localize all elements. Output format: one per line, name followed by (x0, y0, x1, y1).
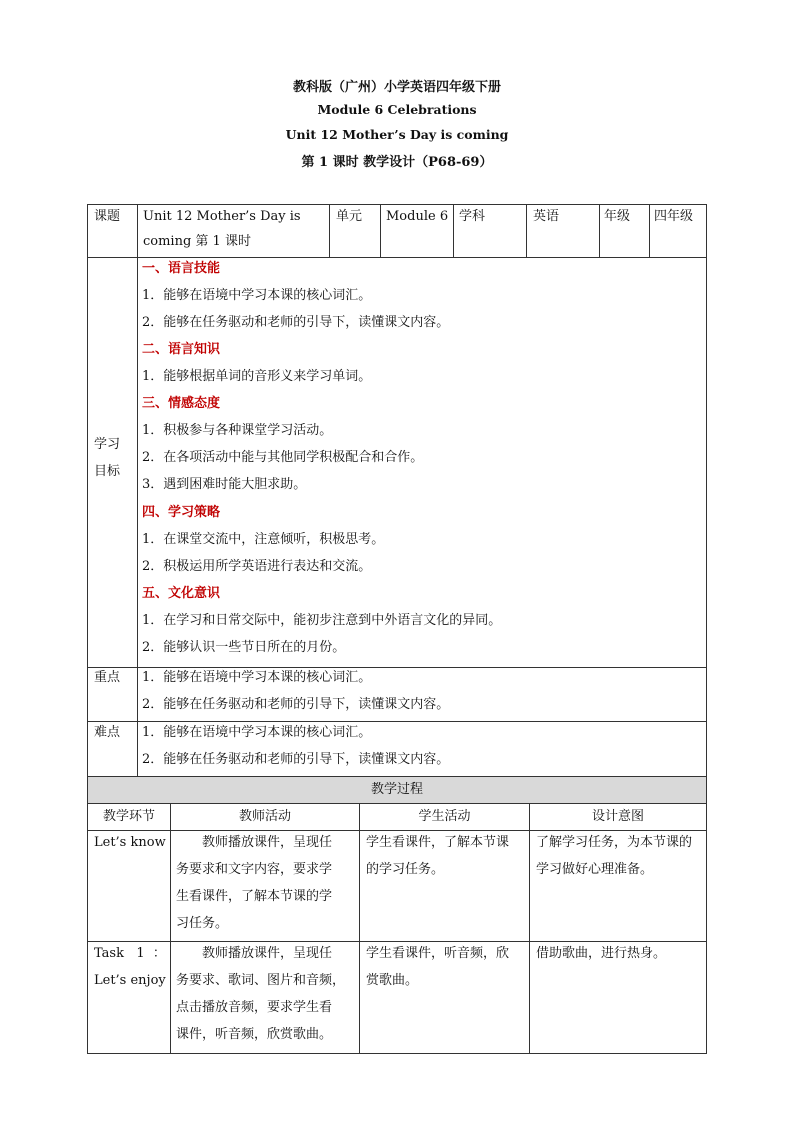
objective-item: 2．能够认识一些节日所在的月份。 (142, 640, 346, 655)
grade-label: 年级 (604, 209, 631, 224)
teacher-cell: 教师播放课件，呈现任 (202, 835, 333, 850)
intent-cell: 学习做好心理准备。 (536, 862, 654, 877)
teacher-cell: 务要求、歌词、图片和音频， (176, 973, 346, 988)
objective-section-head: 四、学习策略 (142, 505, 221, 520)
key-point-item: 2．能够在任务驱动和老师的引导下，读懂课文内容。 (142, 697, 450, 712)
key-point-item: 1．能够在语境中学习本课的核心词汇。 (142, 670, 372, 685)
teacher-cell: 点击播放音频，要求学生看 (176, 1000, 333, 1015)
doc-title: 教科版（广州）小学英语四年级下册 (292, 80, 501, 95)
teacher-cell: 习任务。 (176, 916, 229, 931)
header-student: 学生活动 (418, 809, 471, 824)
objective-section-head: 一、语言技能 (142, 261, 221, 276)
stage-cell: Let’s enjoy (94, 973, 166, 988)
objectives-label-line2: 目标 (94, 464, 121, 479)
topic-label: 课题 (94, 209, 121, 224)
intent-cell: 借助歌曲，进行热身。 (536, 946, 667, 961)
process-title: 教学过程 (370, 782, 423, 797)
stage-cell: Task 1 ： (94, 946, 166, 961)
lesson-title: 第 1 课时 教学设计（P68-69） (301, 155, 493, 170)
teacher-cell: 生看课件，了解本节课的学 (176, 889, 333, 904)
difficulties-label: 难点 (94, 725, 121, 740)
objective-item: 1．能够根据单词的音形义来学习单词。 (142, 369, 372, 384)
unit-value: Module 6 (386, 209, 449, 224)
topic-value-line2: coming 第 1 课时 (143, 234, 251, 249)
difficulty-item: 2．能够在任务驱动和老师的引导下，读懂课文内容。 (142, 752, 450, 767)
objective-item: 2．积极运用所学英语进行表达和交流。 (142, 559, 372, 574)
teacher-cell: 务要求和文字内容，要求学 (176, 862, 333, 877)
module-title: Module 6 Celebrations (317, 102, 477, 117)
objective-item: 2．在各项活动中能与其他同学积极配合和合作。 (142, 450, 424, 465)
grade-value: 四年级 (654, 209, 694, 224)
unit-title: Unit 12 Mother’s Day is coming (285, 127, 509, 142)
header-teacher: 教师活动 (238, 809, 291, 824)
student-cell: 学生看课件，听音频，欣 (366, 946, 510, 961)
objective-item: 3．遇到困难时能大胆求助。 (142, 477, 307, 492)
subject-value: 英语 (533, 209, 560, 224)
objective-item: 1．在课堂交流中，注意倾听，积极思考。 (142, 532, 385, 547)
objective-section-head: 五、文化意识 (142, 586, 221, 601)
objective-item: 1．在学习和日常交际中，能初步注意到中外语言文化的异同。 (142, 613, 502, 628)
objective-section-head: 二、语言知识 (142, 342, 221, 357)
subject-label: 学科 (459, 209, 486, 224)
student-cell: 学生看课件，了解本节课 (366, 835, 510, 850)
objectives-label-line1: 学习 (94, 437, 121, 452)
teacher-cell: 教师播放课件，呈现任 (202, 946, 333, 961)
topic-value-line1: Unit 12 Mother’s Day is (143, 209, 301, 224)
header-stage: 教学环节 (102, 809, 155, 824)
stage-cell: Let’s know (94, 835, 166, 850)
objective-item: 1．积极参与各种课堂学习活动。 (142, 423, 333, 438)
key-points-label: 重点 (94, 670, 121, 685)
student-cell: 赏歌曲。 (366, 973, 419, 988)
difficulty-item: 1．能够在语境中学习本课的核心词汇。 (142, 725, 372, 740)
objective-section-head: 三、情感态度 (142, 396, 221, 411)
unit-label: 单元 (336, 209, 363, 224)
header-intent: 设计意图 (591, 809, 644, 824)
objective-item: 1．能够在语境中学习本课的核心词汇。 (142, 288, 372, 303)
objective-item: 2．能够在任务驱动和老师的引导下，读懂课文内容。 (142, 315, 450, 330)
teacher-cell: 课件，听音频，欣赏歌曲。 (176, 1027, 333, 1042)
student-cell: 的学习任务。 (366, 862, 445, 877)
intent-cell: 了解学习任务，为本节课的 (536, 835, 693, 850)
